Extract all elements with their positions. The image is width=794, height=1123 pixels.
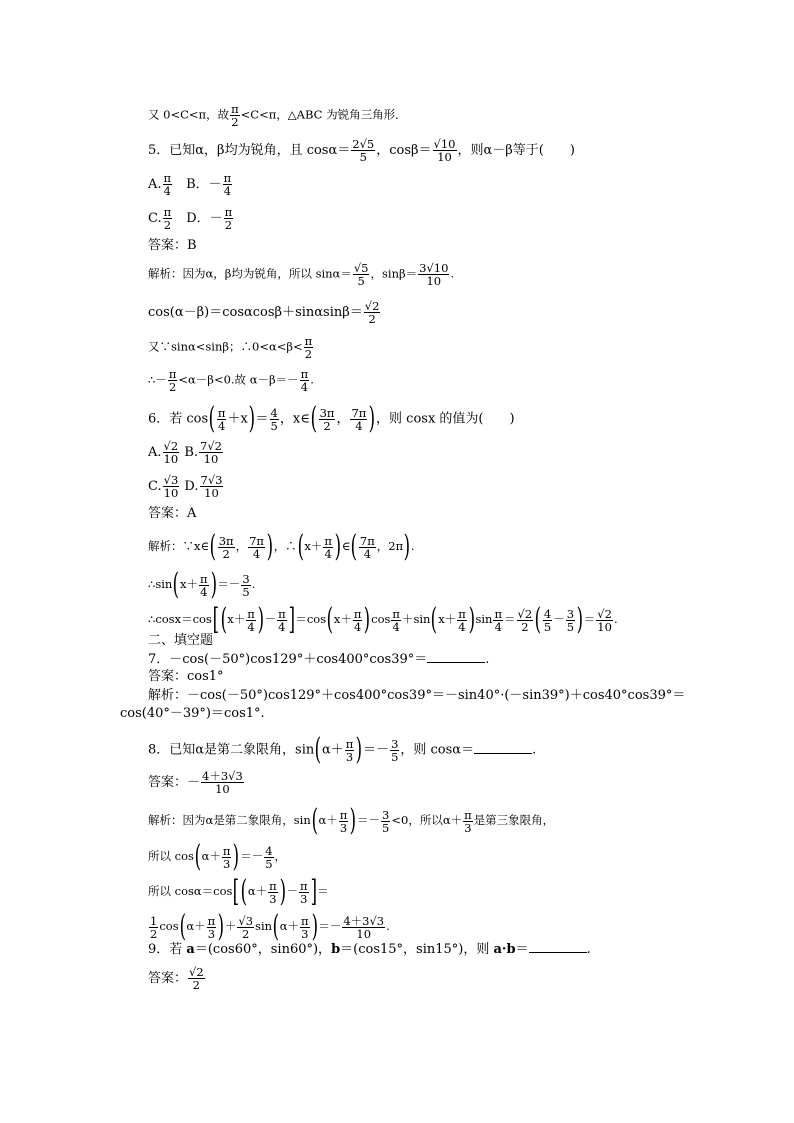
question-6-options-ab: A. $\frac{√2}{10}$ B. $\frac{7√2}{10}$ [148, 439, 222, 466]
solution-6-line-2: ∴sin(x＋ $\frac{\pi}{4}$ )＝－ $\frac{3}{5}$ . [148, 567, 256, 602]
section-heading: 二、填空题 [148, 633, 214, 648]
question-5-options-cd: C. $\frac{\pi}{2}$ D．－ $\frac{\pi}{2}$ [148, 205, 233, 232]
answer-8: 答案：－ $\frac{4+3√3}{10}$ [148, 769, 243, 796]
solution-7-line-2: cos(40°－39°)＝cos1°. [120, 706, 265, 721]
answer-blank [474, 742, 532, 754]
solution-8-line-3: 所以 cosα＝cos[(α＋ $\frac{\pi}{3}$ )－ $\frac{\pi}{3}$ ]＝ [148, 874, 329, 909]
question-6: 6．若 cos( $\frac{\pi}{4}$ ＋x)＝ $\frac{4}{5}$ ，x∈( $\frac{3\pi}{2}$ ， $\frac{7\pi}{4}$ )，则 cosx 的值为( ) [148, 401, 515, 436]
solution-5-line-2: cos(α－β)＝cosαcosβ＋sinαsinβ＝ $\frac{√2}{2}$ [148, 299, 380, 326]
answer-6: 答案：A [148, 506, 197, 521]
question-5: 5．已知α，β均为锐角，且 cosα＝ $\frac{2√5}{5}$ ，cosβ＝ $\frac{√10}{10}$ ，则α－β等于( ) [148, 137, 575, 164]
question-9: 9．若 a＝(cos60°，sin60°)，b＝(cos15°，sin15°)，则 a·b＝ . [148, 942, 591, 957]
solution-7-line-1: 解析：－cos(－50°)cos129°＋cos400°cos39°＝－sin40°·(－sin39°)＋cos40°cos39°＝ [148, 688, 686, 703]
answer-blank [427, 651, 485, 663]
answer-9: 答案： $\frac{√2}{2}$ [148, 965, 204, 992]
solution-8-line-2: 所以 cos(α＋ $\frac{\pi}{3}$ )＝－ $\frac{4}{5}$ ， [148, 839, 287, 874]
solution-8-line-4: $\frac{1}{2}$ cos(α＋ $\frac{\pi}{3}$ )＋ $\frac{√3}{2}$ sin(α＋ $\frac{\pi}{3}$ )＝－ $\frac{4+3√3}{10}$ . [150, 909, 390, 944]
text-line: 又 0<C<π，故 $\frac{\pi}{2}$ <C<π，△ABC 为锐角三角形． [148, 102, 407, 129]
solution-5-line-4: ∴－ $\frac{\pi}{2}$ <α－β<0.故 α－β＝－ $\frac{\pi}{4}$ . [148, 367, 314, 394]
answer-5: 答案：B [148, 238, 197, 253]
question-6-options-cd: C. $\frac{√3}{10}$ D. $\frac{7√3}{10}$ [148, 473, 223, 500]
question-8: 8．已知α是第二象限角，sin(α＋ $\frac{\pi}{3}$ )＝－ $\frac{3}{5}$ ，则 cosα＝ . [148, 732, 537, 767]
question-5-options-ab: A. $\frac{\pi}{4}$ B．－ $\frac{\pi}{4}$ [148, 171, 232, 198]
question-7: 7．－cos(－50°)cos129°＋cos400°cos39°＝ . [148, 652, 490, 667]
solution-5-line-1: 解析：因为α，β均为锐角，所以 sinα＝ $\frac{√5}{5}$ ，sinβ＝ $\frac{3√10}{10}$ . [148, 261, 455, 288]
answer-7: 答案：cos1° [148, 669, 224, 684]
solution-6-line-3: ∴cosx＝cos[(x＋ $\frac{\pi}{4}$ )－ $\frac{\pi}{4}$ ]＝cos(x＋ $\frac{\pi}{4}$ )cos $\frac{\pi}{4}$ ＋sin(x＋ $\frac{\pi}{4}$ )sin $\frac{\pi}{4}$ ＝ $\frac{√2}{2}$ ( $\frac{4}{5}$ － $\frac{3}{5}$ )＝ $\frac{√2}{10}$ . [148, 602, 618, 637]
solution-5-line-3: 又∵sinα<sinβ；∴0<α<β< $\frac{\pi}{2}$ [148, 334, 313, 361]
solution-8-line-1: 解析：因为α是第二象限角，sin(α＋ $\frac{\pi}{3}$ )＝－ $\frac{3}{5}$ <0，所以α＋ $\frac{\pi}{3}$ 是第三象限角， [148, 803, 555, 838]
solution-6-line-1: 解析：∵x∈( $\frac{3\pi}{2}$ ， $\frac{7\pi}{4}$ )，∴(x＋ $\frac{\pi}{4}$ )∈( $\frac{7\pi}{4}$ ，2π). [148, 529, 415, 564]
answer-blank [529, 941, 587, 953]
